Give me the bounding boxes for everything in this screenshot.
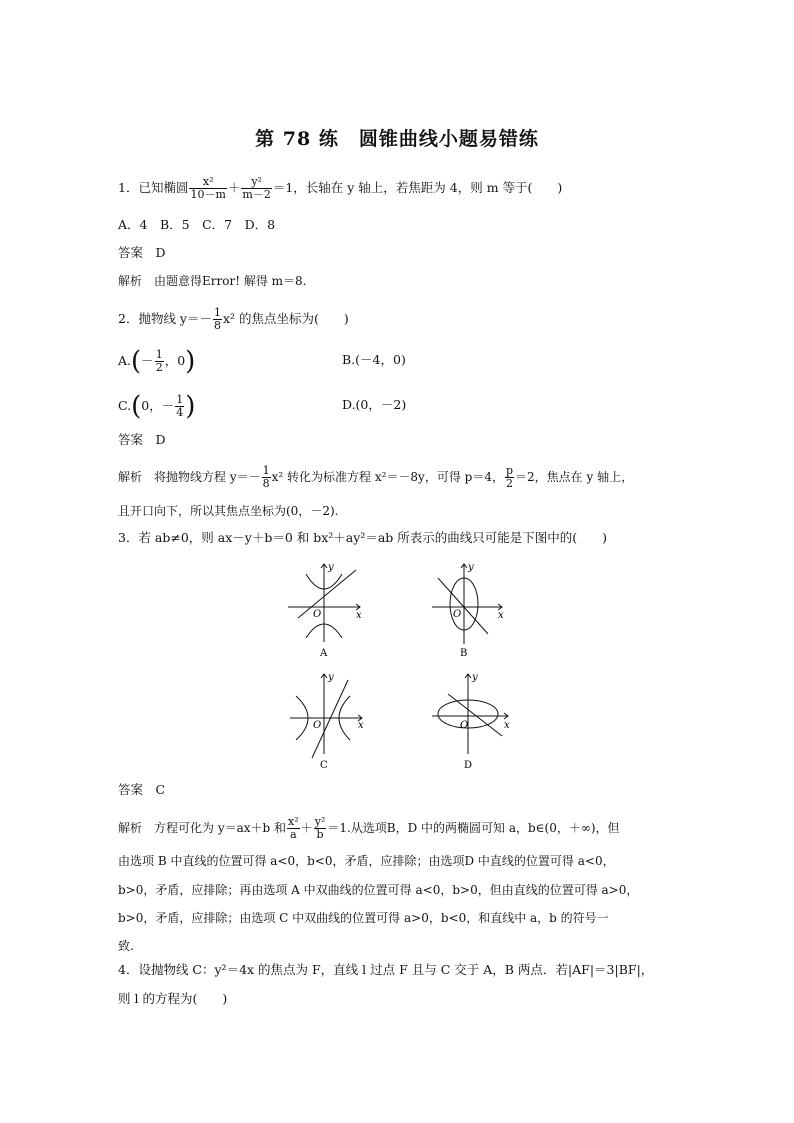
question-1-options: A．4 B．5 C．7 D．8 [118, 217, 276, 232]
question-2-answer: 答案 D [118, 432, 166, 447]
question-4-stem-line2: 则 l 的方程为( ) [118, 991, 228, 1006]
fraction: $\frac{1}{8}$ [262, 464, 270, 490]
question-3-answer: 答案 C [118, 782, 166, 797]
question-1-stem: 1．已知椭圆 $\frac{\text{x²}}{10-m}$ ＋ $\frac{\text{y²}}{m-2}$ ＝1，长轴在 y 轴上，若焦距为 4，则 m 等于( ) [118, 175, 563, 201]
question-3-analysis-line5: 致. [118, 939, 134, 953]
svg-text:y: y [472, 672, 478, 683]
fraction: $\frac{1}{8}$ [214, 306, 221, 332]
svg-text:O: O [453, 609, 462, 620]
svg-text:x: x [498, 610, 504, 621]
question-3-analysis-line2: 由选项 B 中直线的位置可得 a<0，b<0，矛盾，应排除；由选项D 中直线的位置可得 a<0， [118, 854, 615, 868]
option-b: B.(－4，0) [342, 352, 406, 367]
svg-text:x: x [358, 720, 364, 731]
svg-text:C: C [320, 760, 328, 770]
svg-text:D: D [464, 760, 473, 770]
page-title: 第 78 练 圆锥曲线小题易错练 [255, 128, 539, 150]
svg-text:y: y [328, 672, 334, 683]
fraction: $\frac{\text{y²}}{b}$ [314, 815, 326, 841]
figure-c [286, 670, 366, 770]
fraction: $\frac{1}{4}$ [176, 393, 184, 419]
question-1-analysis: 解析 由题意得Error! 解得 m＝8. [118, 274, 307, 288]
svg-text:x: x [504, 720, 510, 731]
svg-text:O: O [313, 609, 322, 620]
figure-a [286, 560, 366, 660]
svg-text:O: O [313, 720, 322, 731]
option-d: D.(0，－2) [342, 397, 407, 412]
question-2-analysis-line2: 且开口向下，所以其焦点坐标为(0，－2). [118, 504, 339, 518]
question-3-analysis-line4: b>0，矛盾，应排除；由选项 C 中双曲线的位置可得 a>0，b<0，和直线中 a，b 的符号一 [118, 911, 609, 925]
option-c: C.(0，－ $\frac{1}{4}$ ) [118, 391, 196, 422]
figure-b [428, 560, 508, 660]
question-4-stem: 4．设抛物线 C：y²＝4x 的焦点为 F，直线 l 过点 F 且与 C 交于 A，B 两点．若|AF|＝3|BF|， [118, 962, 654, 977]
fraction: $\frac{\text{x²}}{10-m}$ [190, 175, 226, 201]
question-3-stem: 3．若 ab≠0，则 ax－y＋b＝0 和 bx²＋ay²＝ab 所表示的曲线只可能是下图中的( ) [118, 530, 608, 545]
question-1-answer: 答案 D [118, 245, 166, 260]
svg-text:x: x [356, 610, 362, 621]
question-2-stem: 2．抛物线 y＝－ $\frac{1}{8}$ x² 的焦点坐标为( ) [118, 306, 349, 332]
svg-text:O: O [460, 720, 469, 731]
option-a: A.(－ $\frac{1}{2}$ ，0) [118, 346, 196, 377]
svg-text:y: y [468, 562, 474, 573]
svg-text:y: y [328, 562, 334, 573]
fraction: $\frac{\text{x²}}{a}$ [288, 815, 299, 841]
question-3-analysis-line3: b>0，矛盾，应排除；再由选项 A 中双曲线的位置可得 a<0，b>0，但由直线的位置可得 a>0， [118, 883, 639, 897]
fraction: $\frac{p}{2}$ [505, 464, 514, 490]
question-3-analysis: 解析 方程可化为 y＝ax＋b 和 $\frac{\text{x²}}{a}$ ＋ $\frac{\text{y²}}{b}$ ＝1.从选项B，D 中的两椭圆可知 a，b∈(0，＋∞)，但 [118, 815, 620, 841]
question-2-analysis: 解析 将抛物线方程 y＝－ $\frac{1}{8}$ x² 转化为标准方程 x²＝－8y，可得 p＝4， $\frac{p}{2}$ ＝2，焦点在 y 轴上， [118, 464, 634, 490]
fraction: $\frac{\text{y²}}{m-2}$ [242, 175, 271, 201]
svg-text:A: A [320, 648, 328, 659]
fraction: $\frac{1}{2}$ [155, 348, 163, 374]
svg-text:B: B [460, 648, 468, 659]
figure-d [428, 670, 514, 770]
